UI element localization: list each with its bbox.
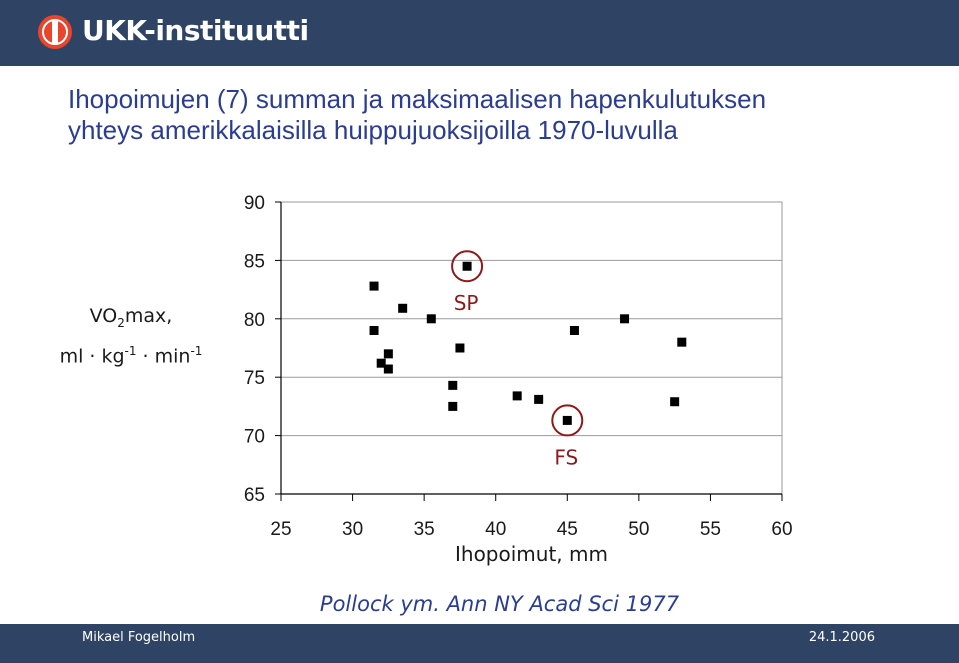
data-point xyxy=(370,326,379,335)
footer-bar xyxy=(0,624,959,663)
x-tick-label: 30 xyxy=(342,519,364,540)
x-tick-label: 45 xyxy=(556,519,578,540)
annotation-label: SP xyxy=(453,291,479,316)
y-label-sup-b: -1 xyxy=(190,343,203,358)
y-tick-label: 80 xyxy=(243,309,265,331)
data-point xyxy=(427,314,436,323)
data-point xyxy=(570,326,579,335)
x-tick-label: 40 xyxy=(485,519,507,540)
x-tick-label: 35 xyxy=(413,519,435,540)
y-label-sub: 2 xyxy=(117,315,125,330)
data-point xyxy=(384,365,393,374)
annotation-label: FS xyxy=(554,445,579,470)
data-point xyxy=(384,349,393,358)
title-line-2: yhteys amerikkalaisilla huippujuoksijoilla 1970-luvulla xyxy=(68,115,678,145)
y-tick-label: 65 xyxy=(243,485,265,506)
footer-author: Mikael Fogelholm xyxy=(82,630,196,645)
data-point xyxy=(670,397,679,406)
y-label-max: max, xyxy=(124,305,173,327)
x-tick-label: 60 xyxy=(771,519,793,540)
x-tick-label: 50 xyxy=(628,519,650,540)
y-label-min: · min xyxy=(136,345,191,368)
data-point xyxy=(370,282,379,291)
x-tick-label: 55 xyxy=(699,519,721,540)
data-point xyxy=(513,391,522,400)
plot-frame xyxy=(281,202,782,494)
data-point xyxy=(463,262,472,271)
y-label-sup-a: -1 xyxy=(124,343,137,358)
y-tick-label: 75 xyxy=(243,368,265,390)
y-label-vo: VO xyxy=(89,305,118,327)
logo-text: UKK-instituutti xyxy=(82,14,309,47)
data-point xyxy=(563,416,572,425)
y-tick-label: 90 xyxy=(243,193,265,214)
data-point xyxy=(448,402,457,411)
data-point xyxy=(455,344,464,353)
title-line-1: Ihopoimujen (7) summan ja maksimaalisen hapenkulutuksen xyxy=(68,84,767,114)
x-axis-label: Ihopoimut, mm xyxy=(455,542,608,566)
y-tick-label: 85 xyxy=(243,251,265,273)
y-label-ml-kg: ml · kg xyxy=(59,345,125,368)
footer-date: 24.1.2006 xyxy=(808,630,875,645)
data-point xyxy=(448,381,457,390)
x-tick-label: 25 xyxy=(270,519,292,540)
data-point xyxy=(534,395,543,404)
citation: Pollock ym. Ann NY Acad Sci 1977 xyxy=(319,592,680,616)
y-tick-label: 70 xyxy=(243,426,265,448)
data-point xyxy=(677,338,686,347)
data-point xyxy=(620,314,629,323)
data-point xyxy=(398,304,407,313)
